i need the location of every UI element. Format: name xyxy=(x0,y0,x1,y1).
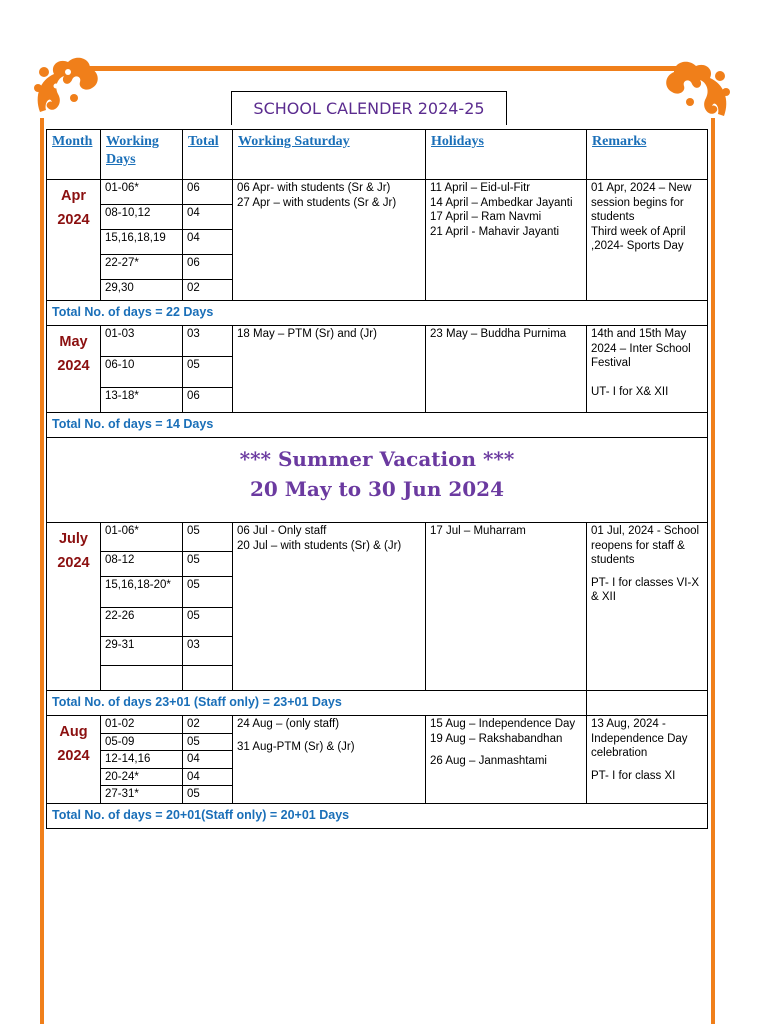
header-working-days: Working Days xyxy=(101,130,183,180)
frame-right-border xyxy=(711,118,715,1024)
remarks-unit-test: UT- I for X& XII xyxy=(591,385,669,398)
month-name: Aug xyxy=(59,724,88,740)
holidays-cell: 17 Jul – Muharram xyxy=(426,523,587,691)
may-row xyxy=(47,326,708,357)
holidays-cell: 11 April – Eid-ul-Fitr 14 April – Ambedkar Jayanti 17 April – Ram Navmi 21 April - Mahavir Jayanti xyxy=(426,180,587,301)
total-cell: 04 xyxy=(183,230,233,255)
working-saturday-cell xyxy=(233,716,426,804)
total-days-text: Total No. of days = 20+01(Staff only) = 20+01 Days xyxy=(47,803,708,828)
empty-cell xyxy=(587,691,708,716)
working-days-cell: 15,16,18,19 xyxy=(101,230,183,255)
remarks-festival: 14th and 15th May 2024 – Inter School Festival xyxy=(591,328,691,369)
remarks-cell xyxy=(587,523,708,691)
frame-top-border xyxy=(78,66,682,71)
total-cell: 03 xyxy=(183,637,233,666)
calendar-table xyxy=(46,129,707,829)
month-name: July xyxy=(58,531,88,547)
working-days-cell: 27-31* xyxy=(101,786,183,804)
month-cell-july xyxy=(47,523,101,691)
remarks-periodic-test: PT- I for class XI xyxy=(591,769,676,782)
total-cell: 05 xyxy=(183,733,233,751)
total-cell: 03 xyxy=(183,326,233,357)
working-saturday-cell: 06 Jul - Only staff 20 Jul – with students (Sr) & (Jr) xyxy=(233,523,426,691)
total-cell: 04 xyxy=(183,751,233,769)
working-days-cell: 29,30 xyxy=(101,280,183,301)
month-year: 2024 xyxy=(57,748,90,764)
total-days-text: Total No. of days = 14 Days xyxy=(47,413,708,438)
month-cell-apr xyxy=(47,180,101,301)
month-cell-may xyxy=(47,326,101,413)
vacation-heading: *** Summer Vacation *** xyxy=(239,447,515,471)
remarks-cell xyxy=(587,716,708,804)
holidays-cell xyxy=(426,716,587,804)
calendar-title: SCHOOL CALENDER 2024-25 xyxy=(231,91,507,125)
total-cell: 04 xyxy=(183,768,233,786)
working-days-cell: 01-06* xyxy=(101,180,183,205)
july-row xyxy=(47,523,708,552)
total-cell: 06 xyxy=(183,180,233,205)
working-days-cell: 29-31 xyxy=(101,637,183,666)
summer-vacation-banner xyxy=(47,438,708,523)
remarks-cell xyxy=(587,326,708,413)
month-name: Apr xyxy=(61,188,86,204)
corner-ornament-icon xyxy=(662,56,734,128)
header-total: Total xyxy=(183,130,233,180)
total-cell: 02 xyxy=(183,280,233,301)
working-days-cell: 08-12 xyxy=(101,552,183,577)
working-days-cell: 01-03 xyxy=(101,326,183,357)
remarks-cell: 01 Apr, 2024 – New session begins for students Third week of April ,2024- Sports Day xyxy=(587,180,708,301)
holidays-list: 15 Aug – Independence Day 19 Aug – Rakshabandhan xyxy=(430,718,576,745)
working-days-cell: 08-10,12 xyxy=(101,205,183,230)
working-days-cell: 06-10 xyxy=(101,357,183,388)
total-cell: 05 xyxy=(183,786,233,804)
header-working-saturday: Working Saturday xyxy=(233,130,426,180)
remarks-reopen: 01 Jul, 2024 - School reopens for staff & students xyxy=(591,525,700,566)
working-days-cell: 15,16,18-20* xyxy=(101,577,183,608)
total-cell: 05 xyxy=(183,357,233,388)
working-days-cell: 05-09 xyxy=(101,733,183,751)
saturday-staff: 24 Aug – (only staff) xyxy=(237,718,340,730)
month-year: 2024 xyxy=(57,555,90,571)
frame-left-border xyxy=(40,118,44,1024)
total-cell: 06 xyxy=(183,388,233,413)
month-year: 2024 xyxy=(57,358,90,374)
total-cell: 05 xyxy=(183,577,233,608)
total-cell: 06 xyxy=(183,255,233,280)
month-name: May xyxy=(59,334,88,350)
header-month: Month xyxy=(47,130,101,180)
working-saturday-cell: 18 May – PTM (Sr) and (Jr) xyxy=(233,326,426,413)
working-days-cell: 22-26 xyxy=(101,608,183,637)
total-cell: 04 xyxy=(183,205,233,230)
total-row-july xyxy=(47,691,708,716)
holidays-cell: 23 May – Buddha Purnima xyxy=(426,326,587,413)
total-cell: 05 xyxy=(183,608,233,637)
total-cell: 02 xyxy=(183,716,233,734)
header-holidays: Holidays xyxy=(426,130,587,180)
total-row-aug xyxy=(47,803,708,828)
corner-ornament-icon xyxy=(30,52,102,124)
saturday-ptm: 31 Aug-PTM (Sr) & (Jr) xyxy=(237,740,355,753)
working-days-cell: 01-02 xyxy=(101,716,183,734)
header-row xyxy=(47,130,708,180)
aug-row xyxy=(47,716,708,734)
total-cell: 05 xyxy=(183,552,233,577)
working-days-cell: 13-18* xyxy=(101,388,183,413)
apr-row xyxy=(47,180,708,205)
holiday-janmashtami: 26 Aug – Janmashtami xyxy=(430,755,547,767)
total-days-text: Total No. of days = 22 Days xyxy=(47,301,708,326)
total-cell xyxy=(183,666,233,691)
working-days-cell: 20-24* xyxy=(101,768,183,786)
working-days-cell: 22-27* xyxy=(101,255,183,280)
month-year: 2024 xyxy=(57,212,90,228)
working-days-cell xyxy=(101,666,183,691)
header-remarks: Remarks xyxy=(587,130,708,180)
working-days-cell: 12-14,16 xyxy=(101,751,183,769)
total-row-apr xyxy=(47,301,708,326)
working-saturday-cell: 06 Apr- with students (Sr & Jr) 27 Apr – with students (Sr & Jr) xyxy=(233,180,426,301)
total-days-text: Total No. of days 23+01 (Staff only) = 23+01 Days xyxy=(47,691,587,716)
total-cell: 05 xyxy=(183,523,233,552)
remarks-periodic-test: PT- I for classes VI-X & XII xyxy=(591,576,699,603)
month-cell-aug xyxy=(47,716,101,804)
remarks-independence: 13 Aug, 2024 - Independence Day celebration xyxy=(591,718,688,759)
total-row-may xyxy=(47,413,708,438)
summer-vacation-row xyxy=(47,438,708,523)
vacation-dates: 20 May to 30 Jun 2024 xyxy=(250,477,504,501)
working-days-cell: 01-06* xyxy=(101,523,183,552)
